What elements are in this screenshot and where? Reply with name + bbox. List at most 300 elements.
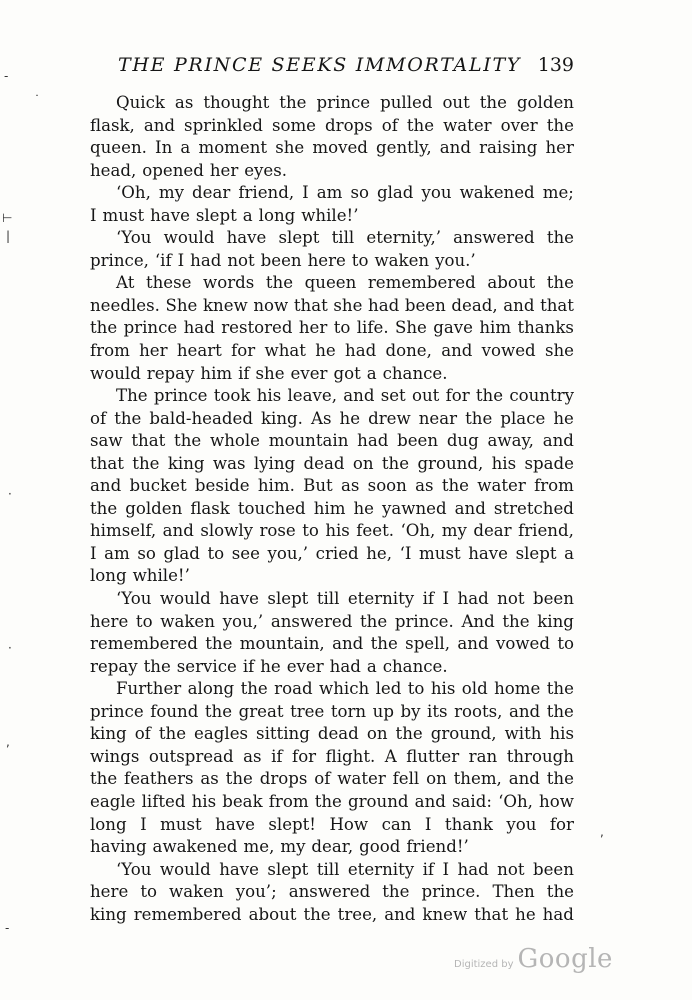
word: am [104, 543, 130, 563]
word: queen. [90, 138, 147, 158]
word: what [264, 341, 306, 361]
word: slept! [268, 814, 316, 834]
word: must [419, 543, 461, 563]
word: slept [515, 543, 557, 563]
word: for [445, 386, 470, 406]
word: to [351, 250, 369, 270]
word: as [174, 93, 194, 112]
word: service [176, 656, 237, 676]
word: which [319, 679, 370, 699]
word: had [345, 341, 377, 361]
word: took [213, 386, 251, 406]
word: bald-headed [149, 408, 253, 428]
word: have [219, 589, 259, 609]
word: outspread [148, 746, 234, 766]
word: my [441, 521, 467, 541]
word: the [479, 93, 507, 112]
word: the [240, 679, 268, 699]
word: I [90, 543, 97, 563]
word: spell, [405, 634, 451, 654]
word: to [333, 318, 351, 338]
word: life. [356, 318, 389, 338]
word: and [414, 791, 446, 811]
text-line [90, 611, 574, 634]
word: At [116, 273, 135, 293]
word: by [400, 701, 421, 721]
word: the [475, 386, 504, 406]
word: to [557, 634, 574, 654]
word: prince [123, 318, 178, 338]
word: from [268, 791, 309, 811]
word: answered [270, 611, 353, 631]
word: have [226, 228, 267, 248]
word: rose [259, 521, 296, 541]
word: you,’ [267, 543, 309, 563]
text-line [90, 520, 574, 543]
digitized-by-google-watermark [454, 944, 613, 974]
word: and [332, 634, 364, 654]
word: she [544, 341, 574, 361]
word: them, [453, 769, 502, 789]
word: if [271, 746, 283, 766]
word: sitting [256, 724, 310, 744]
word: till [316, 589, 340, 609]
text-line [90, 160, 574, 183]
word: that [540, 295, 574, 315]
word: been [532, 589, 574, 609]
word: and [143, 115, 176, 135]
word: over [500, 115, 538, 135]
word: mountain [268, 431, 349, 451]
word: ‘Oh, [116, 183, 151, 203]
word: and [454, 498, 486, 518]
text-line [90, 543, 574, 566]
word: for [292, 746, 317, 766]
running-title: THE PRINCE SEEKS IMMORTALITY [118, 54, 522, 76]
word: with [504, 724, 542, 744]
word: the [406, 115, 435, 135]
word: slept [267, 589, 309, 609]
word: road [274, 679, 313, 699]
word: flight. [325, 746, 376, 766]
word: had [190, 250, 222, 270]
word: to [302, 521, 319, 541]
word: I [177, 250, 185, 270]
margin-mark: - [4, 69, 9, 83]
text-line [90, 182, 574, 205]
text-line [90, 565, 574, 588]
word: to [140, 882, 157, 902]
word: good [359, 837, 401, 857]
word: you [506, 814, 537, 834]
word: the [546, 228, 574, 248]
text-line [90, 859, 574, 882]
word: feet. [356, 521, 395, 541]
word: the [158, 724, 187, 744]
word: up [372, 701, 394, 721]
word: opened [142, 160, 204, 180]
word: while!’ [132, 566, 190, 586]
word: answered [453, 228, 535, 248]
word: through [506, 746, 574, 766]
word: not [227, 250, 255, 270]
word: said: [452, 791, 492, 811]
text-line [90, 723, 574, 746]
word: dear, [311, 837, 354, 857]
word: its [427, 701, 448, 721]
word: the [360, 611, 388, 631]
word: his [549, 724, 574, 744]
word: great [238, 701, 284, 721]
watermark-prefix: Digitized by [454, 959, 514, 970]
word: restored [221, 318, 293, 338]
word: and [162, 521, 194, 541]
word: as [340, 476, 360, 496]
word: led [375, 679, 402, 699]
google-logo: Google [517, 944, 613, 974]
word: A [384, 746, 397, 766]
word: the [370, 634, 398, 654]
word: ever [290, 363, 328, 383]
word: his [256, 386, 282, 406]
word: was [212, 453, 246, 473]
word: not [497, 589, 525, 609]
word: the [114, 408, 142, 428]
word: the [174, 431, 202, 451]
text-line [90, 317, 574, 340]
word: as [415, 476, 434, 496]
word: moment [198, 138, 268, 158]
word: She [165, 295, 198, 315]
word: eagles [194, 724, 249, 744]
word: glad [163, 543, 200, 563]
word: here [90, 882, 129, 902]
word: from [90, 341, 130, 361]
word: dead, [451, 295, 498, 315]
word: remembered [90, 634, 198, 654]
word: he [353, 498, 374, 518]
word: from [534, 476, 574, 496]
word: drew [368, 408, 411, 428]
word: the [546, 701, 574, 721]
word: long [258, 205, 296, 225]
word: him [479, 318, 512, 338]
word: In [155, 138, 173, 158]
word: ever [286, 656, 324, 676]
word: home [494, 679, 541, 699]
word: glad [376, 183, 414, 203]
word: heart [176, 341, 222, 361]
word: would [159, 859, 211, 879]
word: ‘You [116, 859, 152, 879]
word: you’; [235, 882, 277, 902]
word: had [357, 431, 389, 451]
word: king [537, 611, 574, 631]
word: the [441, 476, 469, 496]
word: he [339, 408, 361, 428]
word: of [90, 408, 107, 428]
word: feathers [124, 769, 194, 789]
word: the [90, 318, 118, 338]
word: she [333, 295, 363, 315]
word: that [474, 904, 509, 924]
text-line [90, 746, 574, 769]
word: her [298, 318, 328, 338]
word: been [532, 859, 574, 879]
word: gently, [376, 138, 432, 158]
word: spade [524, 453, 574, 473]
word: thought [203, 93, 270, 112]
word: friend, [518, 521, 574, 541]
word: chance. [382, 363, 448, 383]
word: away, [487, 431, 534, 451]
word: you,’ [222, 611, 264, 631]
word: flutter [406, 746, 460, 766]
word: and [343, 386, 375, 406]
word: Quick [116, 93, 165, 112]
word: to [207, 543, 225, 563]
word: the [143, 656, 171, 676]
text-line [90, 768, 574, 791]
word: he [553, 408, 574, 428]
word: king [167, 453, 205, 473]
word: king. [261, 408, 303, 428]
word: some [271, 115, 316, 135]
text-line [90, 633, 574, 656]
word: queen [304, 273, 357, 293]
word: am [316, 183, 343, 203]
word: stretched [493, 498, 574, 518]
word: me, [243, 837, 275, 857]
word: ground, [430, 724, 497, 744]
word: must [160, 814, 202, 834]
word: drops [259, 769, 308, 789]
margin-mark: , [600, 825, 604, 839]
word: chance. [382, 656, 448, 676]
word: I [140, 814, 147, 834]
word: had [368, 295, 400, 315]
word: waken [374, 250, 430, 270]
word: you.’ [435, 250, 476, 270]
word: here [307, 250, 346, 270]
word: the [546, 679, 574, 699]
word: done, [385, 341, 432, 361]
word: wakened [459, 183, 535, 203]
word: dear [192, 183, 231, 203]
word: water [337, 769, 386, 789]
word: these [145, 273, 192, 293]
word: he [515, 904, 536, 924]
word: my [158, 183, 184, 203]
word: along [187, 679, 235, 699]
word: sprinkled [184, 115, 263, 135]
word: knew [422, 904, 468, 924]
word: a [366, 363, 377, 383]
margin-mark: · [8, 641, 12, 655]
word: the [279, 93, 307, 112]
word: her [209, 160, 239, 180]
word: bucket [129, 476, 187, 496]
word: see [231, 543, 260, 563]
word: soon [367, 476, 407, 496]
text-line [90, 408, 574, 431]
word: torn [330, 701, 367, 721]
word: while!’ [301, 205, 359, 225]
word: Further [116, 679, 182, 699]
word: vowed [495, 634, 550, 654]
text-line [90, 814, 574, 837]
text-line [90, 295, 574, 318]
word: But [303, 476, 333, 496]
word: prince [153, 386, 208, 406]
word: a [366, 656, 377, 676]
word: her [139, 341, 168, 361]
word: The [116, 386, 148, 406]
word: the [546, 769, 574, 789]
word: I [442, 589, 450, 609]
word: the [132, 453, 160, 473]
word: can [381, 814, 412, 834]
word: friend, [238, 183, 295, 203]
word: remembered [133, 904, 242, 924]
text-line [90, 430, 574, 453]
word: would [90, 363, 141, 383]
word: And [461, 611, 495, 631]
word: him. [257, 476, 295, 496]
word: friend!’ [406, 837, 469, 857]
word: me; [542, 183, 574, 203]
margin-mark: ˙ [34, 93, 40, 107]
word: the [381, 453, 410, 473]
word: on [366, 724, 388, 744]
word: and [542, 431, 574, 451]
word: you [421, 183, 452, 203]
word: She [394, 318, 427, 338]
word: had [329, 656, 361, 676]
body-text [90, 92, 574, 926]
word: awakened [152, 837, 238, 857]
word: eternity,’ [366, 228, 441, 248]
word: water [477, 476, 526, 496]
word: words [203, 273, 255, 293]
word: till [331, 228, 355, 248]
text-line [90, 363, 574, 386]
text-line [90, 92, 574, 115]
word: he [315, 341, 336, 361]
word: long [90, 814, 127, 834]
word: eagle [90, 791, 136, 811]
word: and [457, 634, 489, 654]
word: must [102, 205, 145, 225]
word: thanks [517, 318, 574, 338]
word: flask, [90, 115, 135, 135]
word: thank [444, 814, 493, 834]
word: dead [303, 453, 345, 473]
word: and [384, 904, 416, 924]
word: the [225, 769, 253, 789]
word: dear [473, 521, 512, 541]
text-line [90, 272, 574, 295]
word: the [546, 115, 574, 135]
word: I [302, 183, 309, 203]
word: his [191, 791, 217, 811]
word: water [443, 115, 492, 135]
word: ‘You [116, 228, 152, 248]
word: having [90, 837, 147, 857]
word: lifted [141, 791, 186, 811]
word: of [314, 769, 331, 789]
page-number: 139 [537, 54, 574, 76]
word: to [135, 611, 153, 631]
word: he [260, 656, 281, 676]
word: himself, [90, 521, 157, 541]
word: here [90, 611, 129, 631]
word: and [441, 341, 473, 361]
word: on [352, 453, 374, 473]
word: him [313, 498, 346, 518]
word: got [333, 363, 361, 383]
text-line [90, 701, 574, 724]
word: have [468, 543, 508, 563]
running-head [118, 54, 574, 82]
word: repay [146, 363, 195, 383]
word: have [150, 205, 190, 225]
word: as [243, 746, 262, 766]
word: a [564, 543, 574, 563]
word: that [90, 453, 124, 473]
word: a [180, 138, 191, 158]
text-line [90, 475, 574, 498]
word: if [422, 589, 435, 609]
word: ‘Oh, [400, 521, 436, 541]
word: out [442, 93, 470, 112]
word: the [382, 882, 410, 902]
word: would [159, 589, 211, 609]
word: had [457, 589, 489, 609]
word: waken [160, 611, 215, 631]
word: dug [446, 431, 479, 451]
word: eternity [347, 589, 415, 609]
word: slept [195, 205, 237, 225]
word: have [219, 859, 259, 879]
word: him [200, 363, 233, 383]
word: roots, [454, 701, 503, 721]
word: Then [492, 882, 535, 902]
word: and [508, 769, 540, 789]
word: ‘I [399, 543, 412, 563]
text-line [90, 340, 574, 363]
word: the [314, 791, 342, 811]
word: tree, [337, 904, 378, 924]
word: out [411, 386, 440, 406]
word: her [545, 138, 574, 158]
text-line [90, 656, 574, 679]
word: she [255, 363, 285, 383]
word: ‘Oh, [498, 791, 533, 811]
word: king [90, 904, 127, 924]
word: till [316, 859, 340, 879]
word: that [131, 431, 166, 451]
text-line [90, 115, 574, 138]
word: on [426, 769, 447, 789]
word: repay [90, 656, 138, 676]
word: mountain, [239, 634, 325, 654]
text-line [90, 678, 574, 701]
word: if [238, 363, 250, 383]
word: head, [90, 160, 137, 180]
text-line [90, 250, 574, 273]
word: the [204, 701, 233, 721]
